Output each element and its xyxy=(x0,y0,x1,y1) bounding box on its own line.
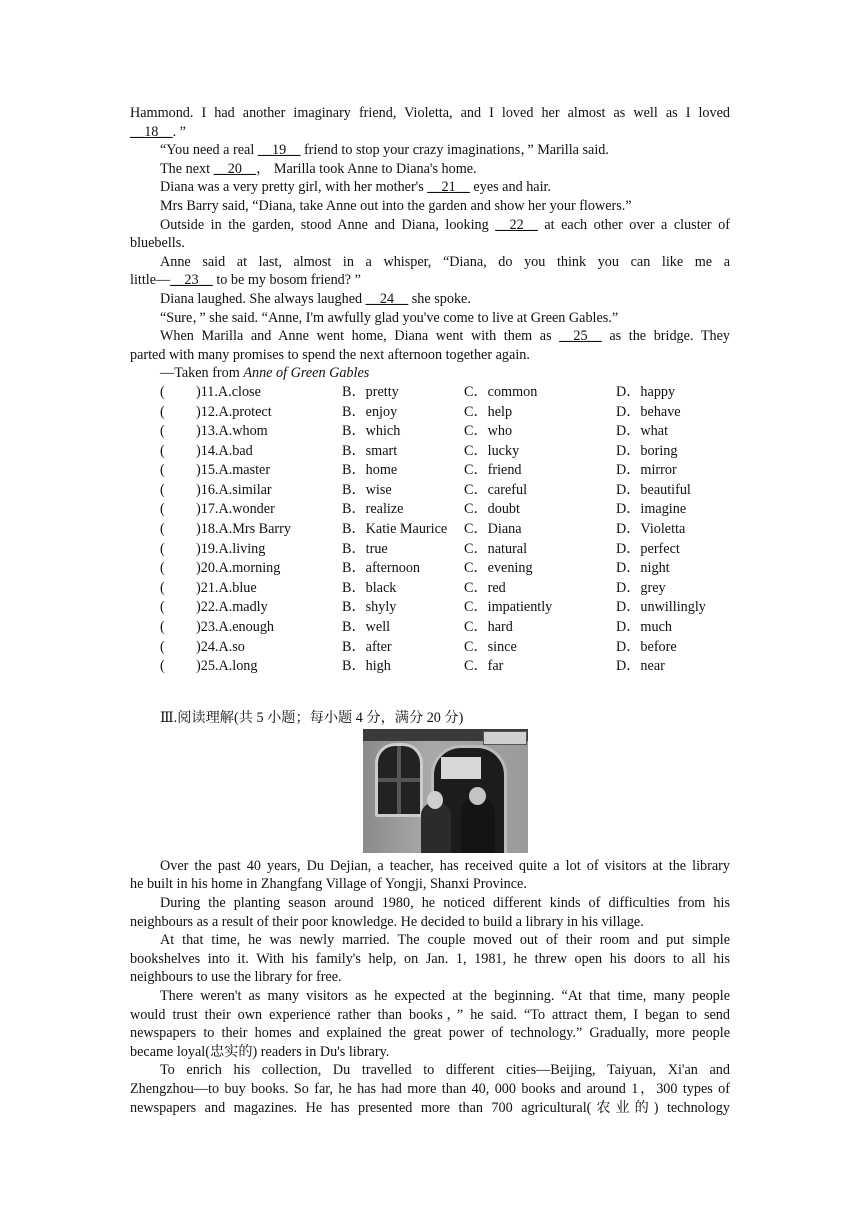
blank-23: __23__ xyxy=(170,272,213,289)
blank-19: __19__ xyxy=(257,142,301,159)
shop-sign xyxy=(483,731,527,745)
question-row: ( )25.A.long B．high C．far D．near xyxy=(160,658,665,675)
blank-18: __18__ xyxy=(130,123,173,140)
person-woman xyxy=(421,803,451,853)
question-row: ( )16.A.similar B．wise C．careful D．beautiful xyxy=(160,481,691,498)
reading-line: bookshelves into it. With his family's help, on Jan. 1, 1981, he threw open his doors to all his xyxy=(130,950,730,967)
question-row: ( )24.A.so B．after C．since D．before xyxy=(160,638,677,655)
question-row: ( )19.A.living B．true C．natural D．perfect xyxy=(160,540,680,557)
story-line: bluebells. xyxy=(130,235,185,252)
blank-21: __21__ xyxy=(427,179,470,196)
answer-options xyxy=(130,383,730,677)
question-row: ( )23.A.enough B．well C．hard D．much xyxy=(160,619,672,636)
library-photo xyxy=(363,729,528,853)
story-paragraph: “You need a real __19__ friend to stop your crazy imaginations，” Marilla said. xyxy=(160,142,609,159)
story-paragraph: Diana was a very pretty girl, with her mother's __21__ eyes and hair. xyxy=(160,179,552,196)
story-source: —Taken from Anne of Green Gables xyxy=(160,365,370,382)
question-row: ( )18.A.Mrs Barry B．Katie Maurice C．Diana D．Violetta xyxy=(160,521,686,538)
story-paragraph: Outside in the garden, stood Anne and Diana, looking __22__ at each other over a cluster of xyxy=(160,216,730,233)
reading-line: newspapers and magazines. He has presented more than 700 agricultural(农业的) technology xyxy=(130,1099,730,1116)
story-line: parted with many promises to spend the next afternoon together again. xyxy=(130,346,530,363)
blank-24: __24__ xyxy=(365,290,409,307)
question-row: ( )22.A.madly B．shyly C．impatiently D．unwillingly xyxy=(160,599,706,616)
story-paragraph: Anne said at last, almost in a whisper, “Diana, do you think you can like me a xyxy=(160,253,730,270)
section-heading: Ⅲ.阅读理解(共 5 小题；每小题 4 分，满分 20 分) xyxy=(160,709,464,726)
blank-25: __25__ xyxy=(559,328,602,345)
story-line: little—__23__ to be my bosom friend? ” xyxy=(130,272,361,289)
reading-line: neighbours to use the library for free. xyxy=(130,969,342,986)
question-row: ( )15.A.master B．home C．friend D．mirror xyxy=(160,462,677,479)
reading-paragraph: There weren't as many visitors as he expected at the beginning. “At that time, many people xyxy=(160,987,730,1004)
question-row: ( )11.A.close B．pretty C．common D．happy xyxy=(160,383,676,400)
story-paragraph: Mrs Barry said, “Diana, take Anne out into the garden and show her your flowers.” xyxy=(160,197,632,214)
story-line: __18__. ” xyxy=(130,123,186,140)
story-paragraph: The next __20__， Marilla took Anne to Diana's home. xyxy=(160,160,477,177)
window xyxy=(375,743,423,817)
reading-line: neighbours as a result of their poor knowledge. He decided to build a library in his village. xyxy=(130,913,644,930)
reading-paragraph: To enrich his collection, Du travelled to different cities—Beijing, Taiyuan, Xi'an and xyxy=(160,1062,730,1079)
reading-paragraph: At that time, he was newly married. The couple moved out of their room and put simple xyxy=(160,932,730,949)
question-row: ( )14.A.bad B．smart C．lucky D．boring xyxy=(160,442,678,459)
person-man xyxy=(461,799,495,853)
question-row: ( )21.A.blue B．black C．red D．grey xyxy=(160,579,666,596)
reading-line: newspapers to their homes and explained the great power of technology.” Gradually, more people xyxy=(130,1025,730,1042)
document-page xyxy=(130,104,730,1117)
reading-paragraph: During the planting season around 1980, he noticed different kinds of difficulties from his xyxy=(160,895,730,911)
question-row: ( )17.A.wonder B．realize C．doubt D．imagine xyxy=(160,501,687,518)
blank-20: __20__ xyxy=(213,160,257,177)
story-paragraph: “Sure，” she said. “Anne, I'm awfully glad you've come to live at Green Gables.” xyxy=(160,309,619,326)
story-line: Hammond. I had another imaginary friend, Violetta, and I loved her almost as well as I loved xyxy=(130,105,730,121)
question-row: ( )12.A.protect B．enjoy C．help D．behave xyxy=(160,403,681,420)
story-paragraph: Diana laughed. She always laughed __24__ she spoke. xyxy=(160,290,471,307)
reading-line: Zhengzhou—to buy books. So far, he has had more than 40, 000 books and around 1，300 types of xyxy=(130,1080,730,1097)
question-row: ( )20.A.morning B．afternoon C．evening D．night xyxy=(160,560,670,577)
door-plaque xyxy=(441,757,481,779)
question-row: ( )13.A.whom B．which C．who D．what xyxy=(160,423,669,440)
book-title: Anne of Green Gables xyxy=(243,365,370,382)
reading-paragraph: Over the past 40 years, Du Dejian, a teacher, has received quite a lot of visitors at the library xyxy=(160,857,730,874)
reading-line: he built in his home in Zhangfang Village of Yongji, Shanxi Province. xyxy=(130,876,527,893)
reading-line: would trust their own experience rather than books，” he said. “To attract them, I began to send xyxy=(130,1006,730,1023)
blank-22: __22__ xyxy=(495,216,538,233)
reading-line: became loyal(忠实的) readers in Du's library. xyxy=(130,1043,390,1060)
story-paragraph: When Marilla and Anne went home, Diana went with them as __25__ as the bridge. They xyxy=(160,328,730,345)
